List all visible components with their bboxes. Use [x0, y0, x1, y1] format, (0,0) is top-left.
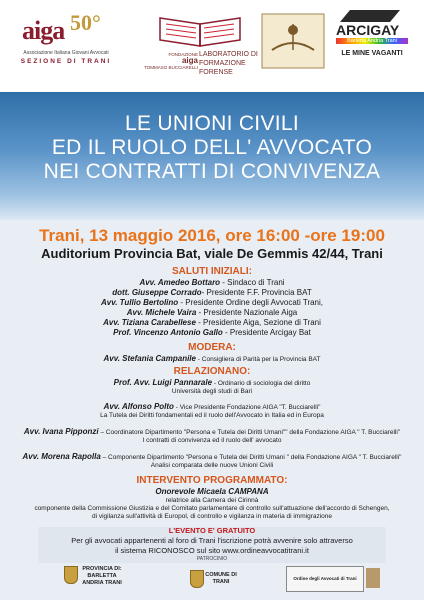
intervento-line: relatrice alla Camera dei Cirinnà	[165, 497, 259, 504]
ordine-label: Ordine degli Avvocati di Trani	[293, 576, 357, 581]
aiga-fifty-mark: 50°	[70, 10, 101, 35]
mine-vaganti: LE MINE VAGANTI	[341, 50, 403, 57]
provincia-label: PROVINCIA DI: BARLETTA ANDRIA TRANI	[82, 566, 122, 586]
saluti-row: Avv. Michele Vaira - Presidente Nazionale Aiga	[126, 308, 298, 317]
intervento-name: Onorevole Micaela CAMPANA	[155, 487, 269, 496]
ordine-emblem-icon	[366, 568, 380, 588]
speaker-topic: I contratti di convivenza ed il ruolo dell' avvocato	[142, 437, 282, 444]
saluti-row: Avv. Amedeo Bottaro - Sindaco di Trani	[139, 278, 285, 287]
lab-aiga: aiga	[181, 56, 198, 65]
provincia-crest-icon	[64, 566, 78, 584]
speaker-row: Avv. Alfonso Polto - Vice Presidente Fondazione AIGA "T. Bucciarelli"	[103, 402, 321, 411]
registration-line: il sistema RICONOSCO sul sito www.ordineavvocatitrani.it	[115, 546, 309, 555]
saluti-row: Avv. Tullio Bertolino - Presidente Ordine degli Avvocati Trani,	[100, 298, 324, 307]
saluti-row: Prof. Vincenzo Antonio Gallo - Presidente Arcigay Bat	[113, 328, 311, 337]
intervento-line: componente della Commissione Giustizia e del Comitato parlamentare di controllo sull'attuazione dell'accordo di Schengen,	[34, 505, 390, 512]
patrocinio-label: PATROCINIO	[196, 556, 228, 562]
speaker-topic: La Tutela dei Diritti fondamentali ed il ruolo dell'Avvocato in Italia ed in Europa	[100, 412, 324, 419]
saluti-row: dott. Giuseppe Corrado- Presidente F.F. Provincia BAT	[112, 288, 312, 297]
title-line-2: ED IL RUOLO DELL' AVVOCATO	[51, 136, 373, 159]
speaker-row: Avv. Morena Rapolla – Componente Dipartimento "Persona e Tutela dei Diritti Umani " della Fondazione AIGA " T. Bucciarelli"	[22, 452, 402, 461]
header-logos	[0, 0, 424, 92]
event-title	[0, 112, 424, 184]
foundation-book-icon	[258, 10, 328, 72]
intervento-line: di vigilanza sull'attività di Europol, di controllo e vigilanza in materia di immigrazione	[91, 513, 333, 520]
title-line-1: LE UNIONI CIVILI	[124, 112, 299, 135]
relazionano-heading: RELAZIONANO:	[173, 366, 251, 377]
open-book-icon	[150, 12, 250, 50]
comune-crest-icon	[190, 570, 204, 588]
lab-left-text: FONDAZIONE aiga TOMMASO BUCCIARELLI	[144, 52, 198, 70]
event-date: Trani, 13 maggio 2016, ore 16:00 -ore 19:00	[39, 226, 385, 245]
comune-label: COMUNE DI TRANI	[205, 572, 237, 585]
speaker-row: Avv. Ivana Pipponzi – Coordinatore Dipartimento "Persona e Tutela dei Diritti Umani"" della Fondazione AIGA " T. Bucciarelli"	[23, 427, 401, 436]
aiga-section: SEZIONE DI TRANI	[20, 58, 112, 65]
arcigay-sub: Barletta Andria Trani	[336, 38, 408, 44]
ordine-box	[286, 566, 364, 592]
aiga-logo-word: aiga	[22, 16, 65, 45]
event-venue: Auditorium Provincia Bat, viale De Gemmis 42/44, Trani	[41, 246, 383, 261]
speaker-topic: Analisi comparata delle nuove Unioni Civili	[150, 462, 274, 469]
speaker-topic: Università degli studi di Bari	[171, 388, 253, 395]
title-line-3: NEI CONTRATTI DI CONVIVENZA	[43, 160, 381, 183]
registration-line: Per gli avvocati appartenenti al foro di Trani l'iscrizione potrà avvenire solo attraverso	[71, 536, 353, 545]
modera-heading: MODERA:	[188, 342, 236, 353]
speaker-row: Prof. Avv. Luigi Pannarale - Ordinario di sociologia del diritto	[113, 378, 311, 387]
intervento-heading: INTERVENTO PROGRAMMATO:	[136, 475, 288, 486]
saluti-heading: SALUTI INIZIALI:	[172, 266, 252, 277]
aiga-subtitle: Associazione Italiana Giovani Avvocati	[23, 50, 109, 56]
arcigay-logo: ARCIGAY	[336, 22, 400, 38]
lab-right-text: LABORATORIO DI FORMAZIONE FORENSE	[199, 51, 258, 76]
free-event-notice: L'EVENTO E' GRATUITO	[168, 526, 256, 535]
modera-row: Avv. Stefania Campanile - Consigliera di Parità per la Provincia BAT	[103, 354, 321, 363]
saluti-row: Avv. Tiziana Carabellese - Presidente Aiga, Sezione di Trani	[103, 318, 321, 327]
